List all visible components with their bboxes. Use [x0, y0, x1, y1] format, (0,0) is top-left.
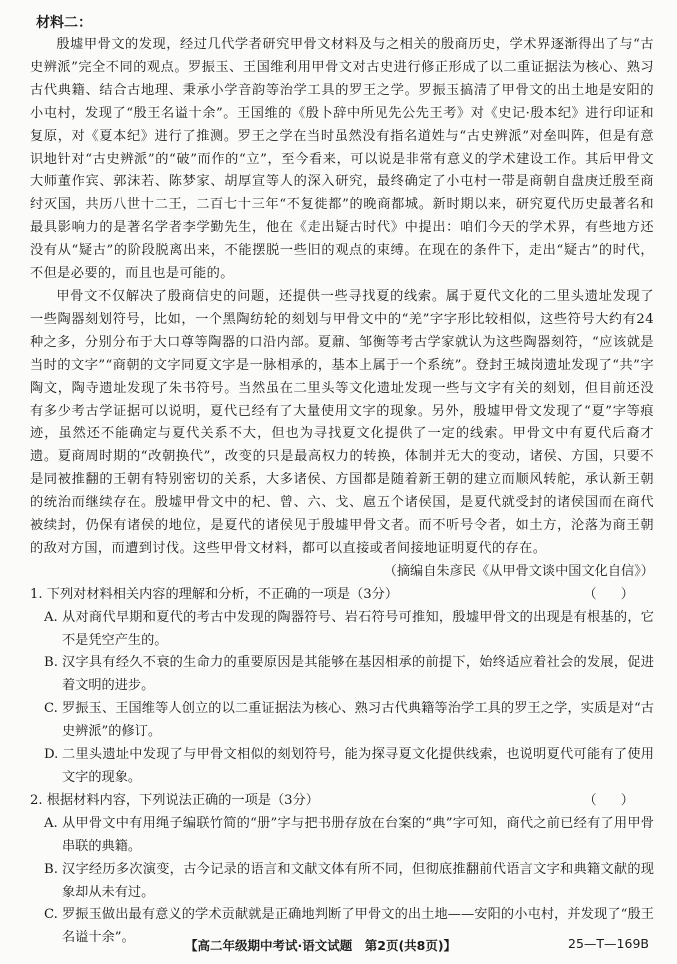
material-source: （摘编自朱彦民《从甲骨文谈中国文化自信》） — [383, 563, 654, 579]
question-1 — [30, 584, 654, 790]
material-paragraph-1: 殷墟甲骨文的发现，经过几代学者研究甲骨文材料及与之相关的殷商历史，学术界逐渐得出了与“古史辨派”完全不同的观点。罗振玉、王国维利用甲骨文对古史进行修正形成了以二重证据法为核心、熟习古代典籍、结合古地理、秉承小学音韵等治学工具的罗王之学。罗振玉搞清了甲骨文的出土地是安阳的小屯村，发现了“殷王名谥十余”。王国维的《殷卜辞中所见先公先王考》对《史记·殷本纪》进行印证和复原，对《夏本纪》进行了推测。罗王之学在当时虽然没有指名道姓与“古史辨派”对垒叫阵，但是有意识地针对“古史辨派”的“破”而作的“立”，至今看来，可以说是非常有意义的学术建设工作。其后甲骨文大师董作宾、郭沫若、陈梦家、胡厚宣等人的深入研究，最终确定了小屯村一带是商朝自盘庚迁殷至商纣灭国，共历八世十二王，二百七十三年“不复徙都”的晚商都城。新时期以来，研究夏代历史最著名和最具影响力的是著名学者李学勤先生，他在《走出疑古时代》中提出：咱们今天的学术界，有些地方还没有从“疑古”的阶段脱离出来，不能摆脱一些旧的观点的束缚。在现在的条件下，走出“疑古”的时代，不但是必要的，而且也是可能的。 — [30, 37, 654, 282]
option-text: 二里头遗址中发现了与甲骨文相似的刻划符号，能为探寻夏文化提供线索，也说明夏代可能有了使用文字的现象。 — [62, 747, 654, 785]
question-2-option-a — [30, 813, 654, 859]
question-2-answer-blank: （ ） — [583, 792, 644, 808]
material-heading: 材料二： — [36, 15, 92, 31]
question-1-option-b — [30, 652, 654, 698]
option-text: 从甲骨文中有用绳子编联竹简的“册”字与把书册存放在台案的“典”字可知，商代之前已经有了用甲骨串联的典籍。 — [62, 815, 654, 854]
question-2-stem-row — [30, 790, 654, 813]
option-letter: D. — [44, 747, 59, 763]
option-text: 汉字具有经久不衰的生命力的重要原因是其能够在基因相承的前提下，始终适应着社会的发展，促进着文明的进步。 — [62, 655, 654, 694]
option-letter: B. — [44, 655, 58, 671]
page-content — [30, 12, 654, 950]
question-2-stem: 2. 根据材料内容，下列说法正确的一项是（3分） — [30, 792, 319, 808]
question-2-option-b — [30, 859, 654, 905]
option-text: 罗振玉做出最有意义的学术贡献就是正确地判断了甲骨文的出土地——安阳的小屯村，并发现了“殷王名谥十余”。 — [62, 907, 654, 946]
option-letter: C. — [44, 907, 58, 923]
option-letter: A. — [44, 815, 58, 831]
question-1-answer-blank: （ ） — [583, 586, 644, 602]
question-1-option-d — [30, 744, 654, 790]
question-1-option-c — [30, 698, 654, 744]
option-letter: B. — [44, 861, 58, 877]
option-text: 从对商代早期和夏代的考古中发现的陶器符号、岩石符号可推知，殷墟甲骨文的出现是有根基的，它不是凭空产生的。 — [62, 609, 654, 648]
footer-code: 25—T—169B — [568, 936, 649, 951]
option-text: 罗振玉、王国维等人创立的以二重证据法为核心、熟习古代典籍等治学工具的罗王之学，实质是对“古史辨派”的修订。 — [62, 701, 654, 740]
question-2 — [30, 790, 654, 950]
page-footer — [0, 934, 677, 956]
option-text: 汉字经历多次演变，古今记录的语言和文献文体有所不同，但彻底推翻前代语言文字和典籍文献的现象却从未有过。 — [62, 861, 654, 900]
question-1-stem-row — [30, 584, 654, 607]
option-letter: A. — [44, 609, 58, 625]
option-letter: C. — [44, 701, 58, 717]
question-1-stem: 1. 下列对材料相关内容的理解和分析，不正确的一项是（3分） — [30, 586, 399, 602]
material-paragraph-2: 甲骨文不仅解决了殷商信史的问题，还提供一些寻找夏的线索。属于夏代文化的二里头遗址发现了一些陶器刻划符号，比如，一个黑陶纺轮的刻划与甲骨文中的“羌”字字形比较相似，这些符号大约有24种之多，分别分布于大口尊等陶器的口沿内部。夏鼐、邹衡等考古学家就认为这些陶器刻符，“应该就是当时的文字”“商朝的文字同夏文字是一脉相承的，基本上属于一个系统”。登封王城岗遗址发现了“共”字陶文，陶寺遗址发现了朱书符号。当然虽在二里头等文化遗址发现一些与文字有关的刻划，但目前还没有多少考古学证据可以说明，夏代已经有了大量使用文字的现象。另外，殷墟甲骨文发现了“夏”字等痕迹，虽然还不能确定与夏代关系不大，但也为寻找夏文化提供了一定的线索。甲骨文中有夏代后裔才遗。夏商周时期的“改朝换代”，改变的只是最高权力的转换，体制并无大的变动，诸侯、方国，只要不是同被推翻的王朝有特别密切的关系，大多诸侯、方国都是随着新王朝的建立而顺风转舵，承认新王朝的统治而继续存在。殷墟甲骨文中的杞、曾、六、戈、扈五个诸侯国，是夏代就受封的诸侯国而在商代被续封，仍保有诸侯的地位，是夏代的诸侯见于殷墟甲骨文者。而不听号令者，如土方，沦落为商王朝的敌对方国，而遭到讨伐。这些甲骨文材料，都可以直接或者间接地证明夏代的存在。 — [30, 288, 654, 556]
footer-title: 【高二年级期中考试·语文试题 第2页(共8页)】 — [185, 938, 457, 953]
question-1-option-a — [30, 607, 654, 653]
